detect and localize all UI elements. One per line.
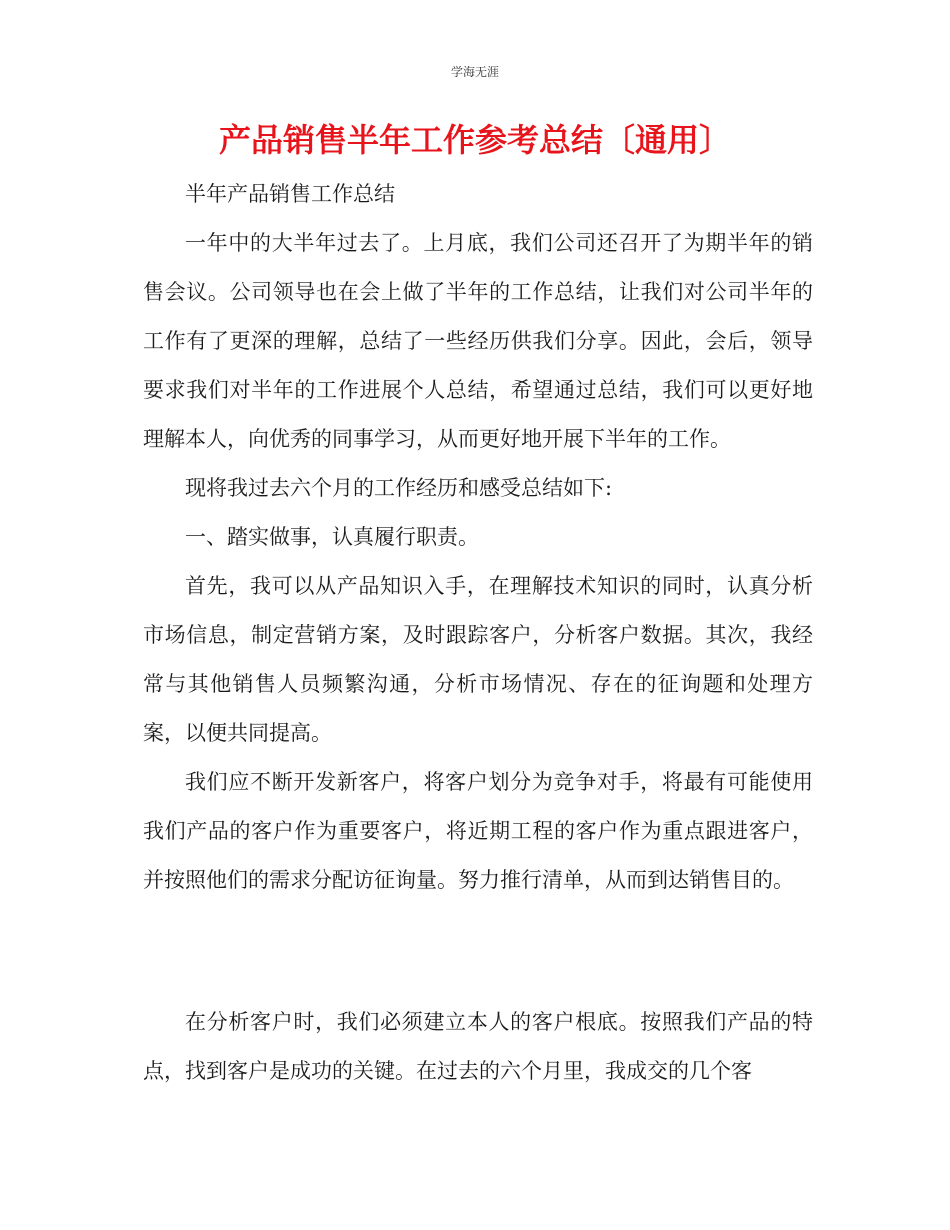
paragraph-5: 我们应不断开发新客户，将客户划分为竞争对手，将最有可能使用我们产品的客户作为重要客户，将近期工程的客户作为重点跟进客户，并按照他们的需求分配访征询量。努力推行清单，从而到达销售目的。 xyxy=(143,770,813,892)
paragraph-4: 首先，我可以从产品知识入手，在理解技术知识的同时，认真分析市场信息，制定营销方案，及时跟踪客户，分析客户数据。其次，我经常与其他销售人员频繁沟通，分析市场情况、存在的征询题和处理方案，以便共同提高。 xyxy=(143,574,813,745)
paragraph-3: 一、踏实做事，认真履行职责。 xyxy=(185,525,479,549)
subtitle-paragraph: 半年产品销售工作总结 xyxy=(185,182,395,206)
paragraph-block-4 xyxy=(143,562,813,758)
paragraph-block-5 xyxy=(143,758,813,905)
running-header: 学海无涯 xyxy=(450,65,499,79)
paragraph-2: 现将我过去六个月的工作经历和感受总结如下: xyxy=(185,476,613,500)
paragraph-block-2 xyxy=(143,464,813,513)
document-title: 产品销售半年工作参考总结〔通用〕 xyxy=(218,121,731,159)
paragraph-1: 一年中的大半年过去了。上月底，我们公司还召开了为期半年的销售会议。公司领导也在会上做了半年的工作总结，让我们对公司半年的工作有了更深的理解，总结了一些经历供我们分享。因此，会后，领导要求我们对半年的工作进展个人总结，希望通过总结，我们可以更好地理解本人，向优秀的同事学习，从而更好地开展下半年的工作。 xyxy=(143,231,813,451)
paragraph-block-6 xyxy=(143,998,813,1096)
section-heading-1 xyxy=(143,513,813,562)
document-subtitle xyxy=(143,170,813,219)
paragraph-6: 在分析客户时，我们必须建立本人的客户根底。按照我们产品的特点，找到客户是成功的关键。在过去的六个月里，我成交的几个客 xyxy=(143,1010,813,1083)
paragraph-block-1 xyxy=(143,219,813,464)
